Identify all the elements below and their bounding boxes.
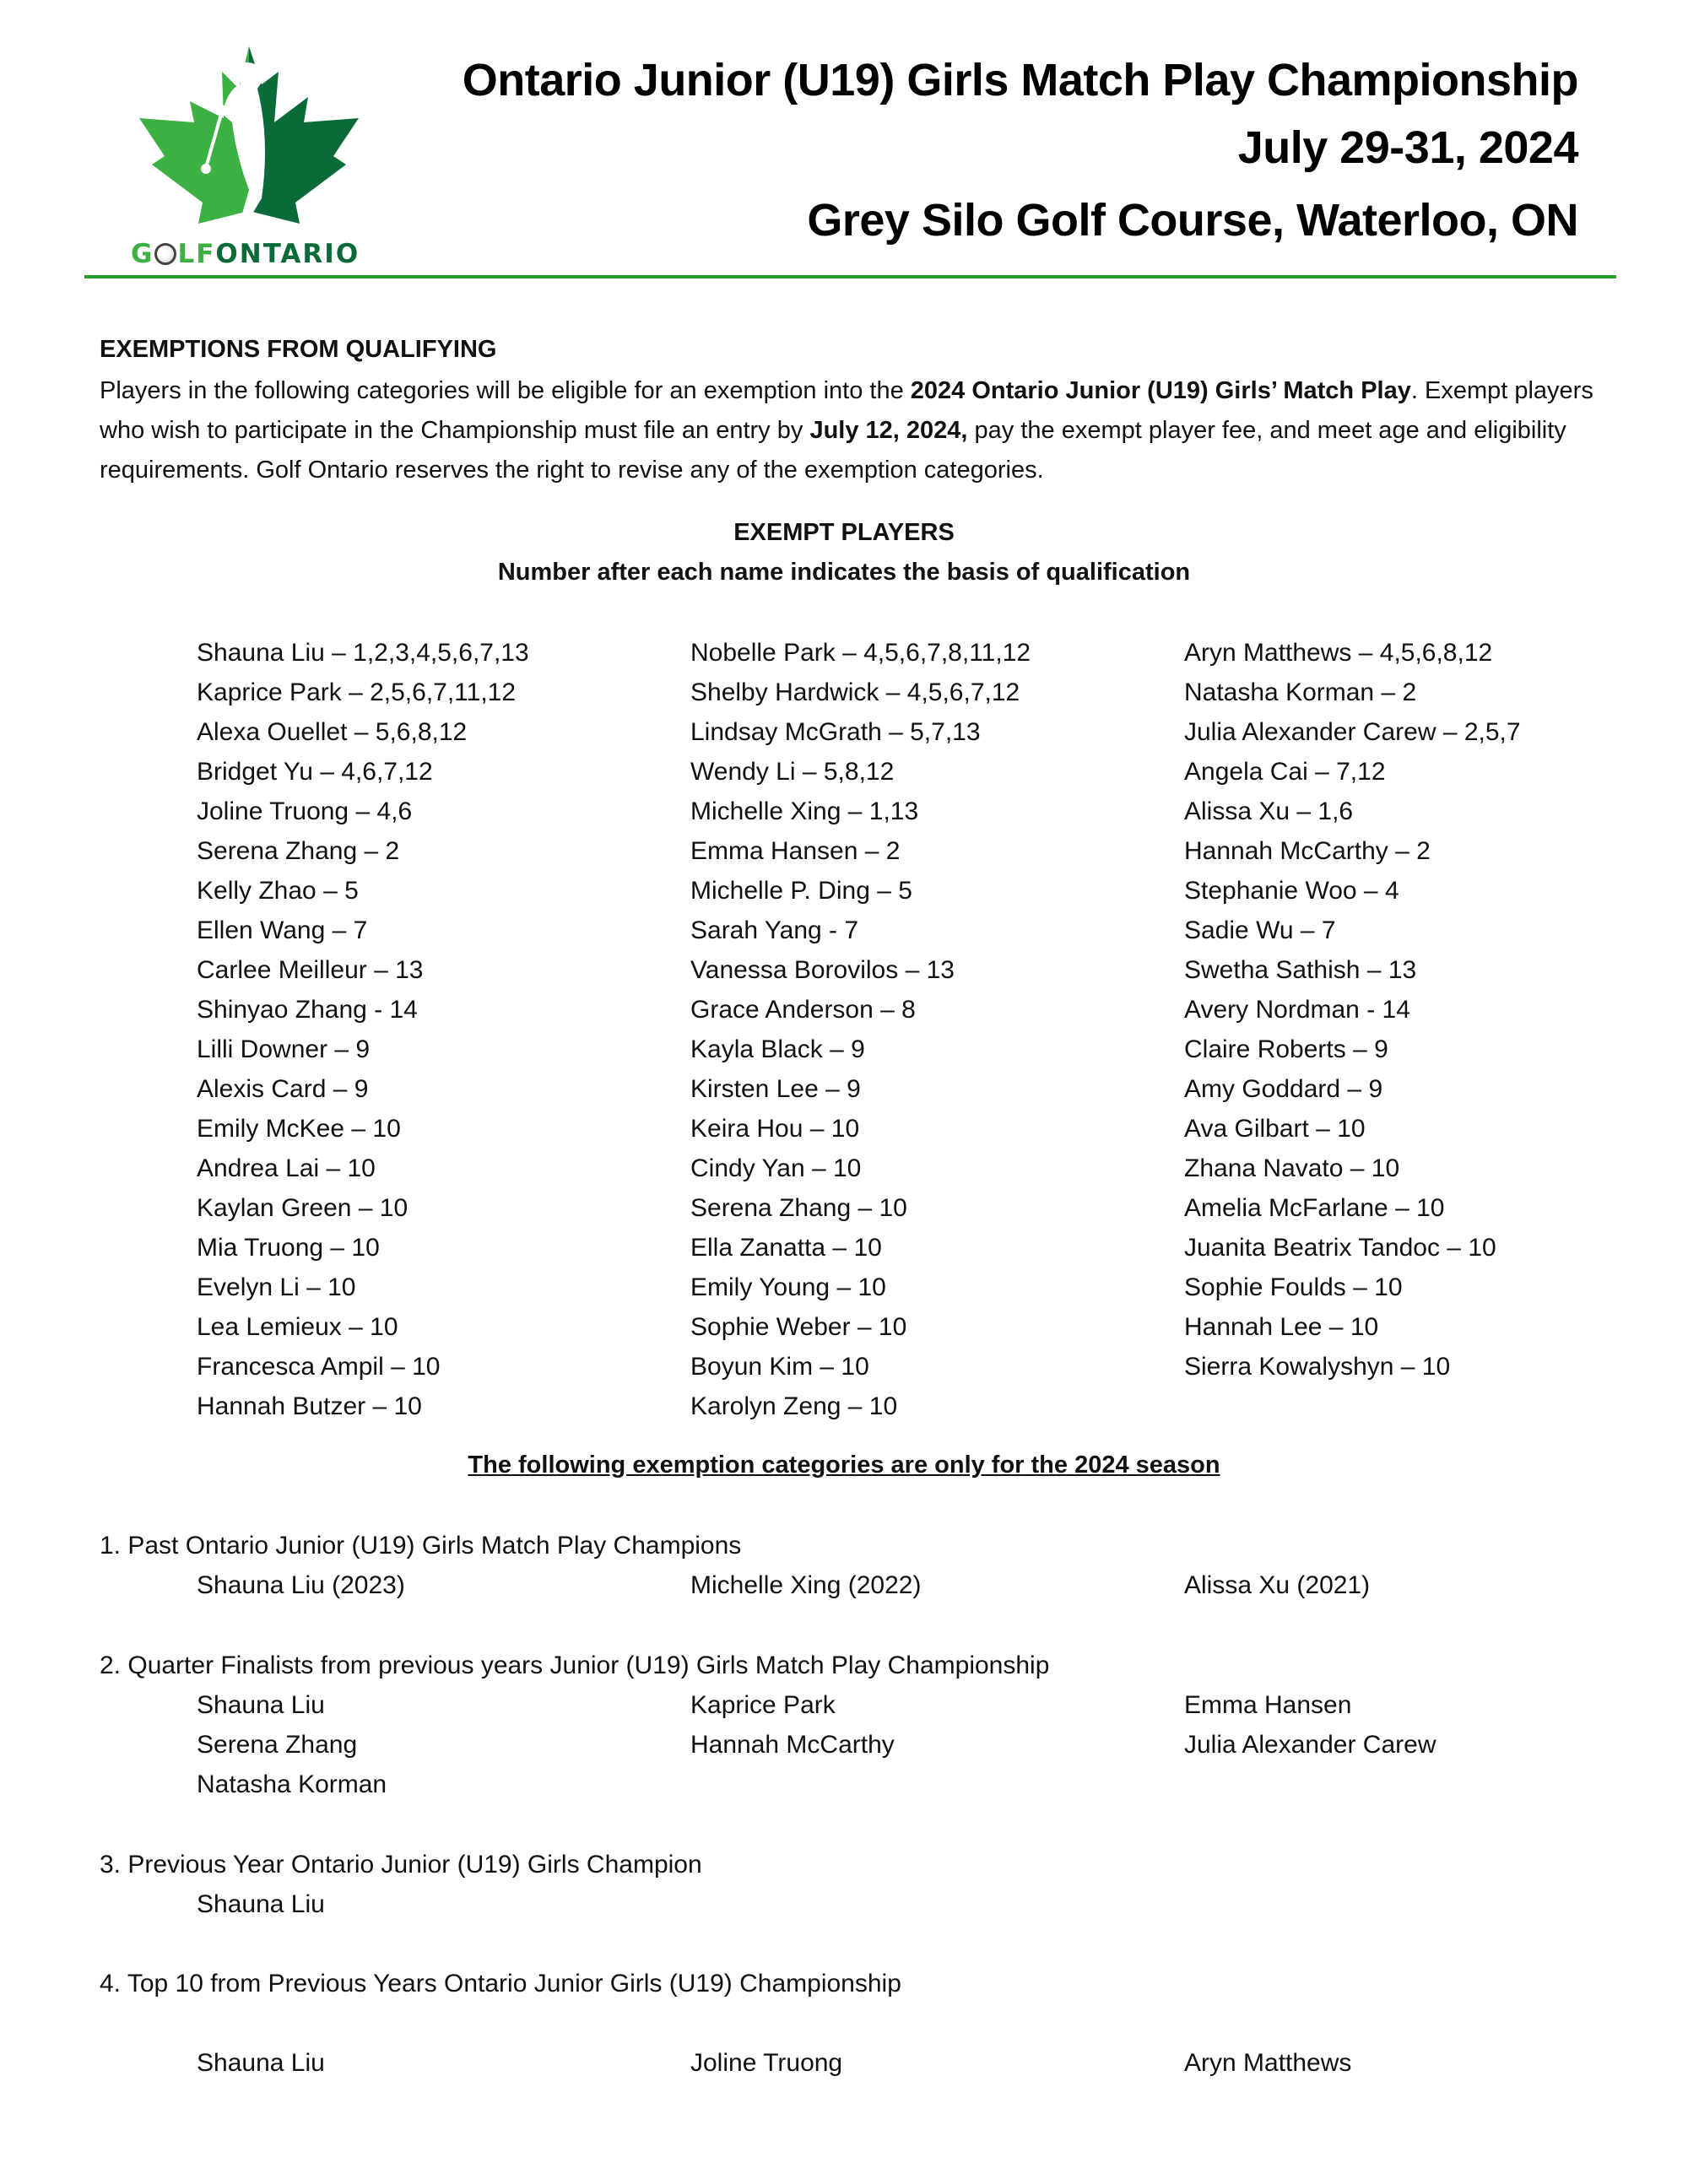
document-header	[463, 46, 1578, 254]
exempt-column-3	[1184, 633, 1521, 1387]
list-item: Sarah Yang - 7	[690, 916, 859, 944]
list-item: Mia Truong – 10	[197, 1234, 380, 1262]
list-item: Lindsay McGrath – 5,7,13	[690, 718, 981, 746]
list-item: Emily Young – 10	[690, 1273, 886, 1301]
list-item: Carlee Meilleur – 13	[197, 956, 424, 984]
exempt-column-1	[197, 633, 529, 1426]
list-item: Kayla Black – 9	[690, 1035, 865, 1063]
exempt-players-heading: EXEMPT PLAYERS	[733, 519, 955, 546]
category-2-name: Serena Zhang	[197, 1731, 358, 1759]
exempt-players-heading-block	[0, 513, 1688, 592]
list-item: Swetha Sathish – 13	[1184, 956, 1417, 984]
list-item: Michelle P. Ding – 5	[690, 877, 912, 905]
list-item: Kaylan Green – 10	[197, 1194, 408, 1222]
category-3-title: 3. Previous Year Ontario Junior (U19) Girls Champion	[100, 1851, 702, 1879]
list-item: Cindy Yan – 10	[690, 1154, 862, 1182]
list-item: Julia Alexander Carew – 2,5,7	[1184, 718, 1521, 746]
list-item: Hannah McCarthy – 2	[1184, 837, 1431, 865]
exempt-column-2	[690, 633, 1031, 1426]
list-item: Shauna Liu – 1,2,3,4,5,6,7,13	[197, 639, 529, 667]
list-item: Kaprice Park – 2,5,6,7,11,12	[197, 678, 517, 706]
category-1-name: Michelle Xing (2022)	[690, 1571, 922, 1599]
category-4-name: Shauna Liu	[197, 2049, 325, 2077]
list-item: Keira Hou – 10	[690, 1115, 860, 1143]
list-item: Francesca Ampil – 10	[197, 1353, 441, 1381]
season-categories-heading: The following exemption categories are only for the 2024 season	[468, 1451, 1220, 1479]
list-item: Emily McKee – 10	[197, 1115, 401, 1143]
list-item: Hannah Butzer – 10	[197, 1392, 422, 1420]
list-item: Bridget Yu – 4,6,7,12	[197, 758, 433, 786]
list-item: Alissa Xu – 1,6	[1184, 797, 1354, 825]
list-item: Nobelle Park – 4,5,6,7,8,11,12	[690, 639, 1031, 667]
list-item: Zhana Navato – 10	[1184, 1154, 1400, 1182]
category-2-name: Emma Hansen	[1184, 1691, 1352, 1719]
golf-ontario-wordmark: G LFONTARIO	[131, 239, 360, 269]
list-item: Sophie Weber – 10	[690, 1313, 907, 1341]
list-item: Grace Anderson – 8	[690, 996, 916, 1024]
list-item: Andrea Lai – 10	[197, 1154, 376, 1182]
category-2-name: Natasha Korman	[197, 1770, 387, 1798]
list-item: Karolyn Zeng – 10	[690, 1392, 898, 1420]
golf-ball-icon	[154, 243, 176, 265]
category-4-name: Joline Truong	[690, 2049, 843, 2077]
category-1-name: Alissa Xu (2021)	[1184, 1571, 1371, 1599]
category-2-name: Kaprice Park	[690, 1691, 836, 1719]
category-4-title: 4. Top 10 from Previous Years Ontario Junior Girls (U19) Championship	[100, 1970, 901, 1997]
list-item: Sierra Kowalyshyn – 10	[1184, 1353, 1451, 1381]
list-item: Stephanie Woo – 4	[1184, 877, 1399, 905]
list-item: Amy Goddard – 9	[1184, 1075, 1383, 1103]
category-2-name: Hannah McCarthy	[690, 1731, 895, 1759]
golf-ontario-logo	[122, 38, 376, 278]
category-4-name: Aryn Matthews	[1184, 2049, 1352, 2077]
championship-venue: Grey Silo Golf Course, Waterloo, ON	[807, 195, 1578, 246]
list-item: Michelle Xing – 1,13	[690, 797, 919, 825]
exempt-players-subheading: Number after each name indicates the basis of qualification	[497, 559, 1191, 586]
list-item: Lea Lemieux – 10	[197, 1313, 398, 1341]
list-item: Ellen Wang – 7	[197, 916, 368, 944]
list-item: Serena Zhang – 2	[197, 837, 400, 865]
list-item: Angela Cai – 7,12	[1184, 758, 1386, 786]
list-item: Emma Hansen – 2	[690, 837, 901, 865]
list-item: Hannah Lee – 10	[1184, 1313, 1379, 1341]
list-item: Kirsten Lee – 9	[690, 1075, 861, 1103]
category-2-title: 2. Quarter Finalists from previous years Junior (U19) Girls Match Play Championship	[100, 1652, 1050, 1679]
list-item: Alexa Ouellet – 5,6,8,12	[197, 718, 468, 746]
championship-title: Ontario Junior (U19) Girls Match Play Championship	[462, 55, 1578, 105]
exemptions-heading: EXEMPTIONS FROM QUALIFYING	[100, 336, 497, 363]
list-item: Alexis Card – 9	[197, 1075, 369, 1103]
list-item: Ava Gilbart – 10	[1184, 1115, 1366, 1143]
list-item: Sophie Foulds – 10	[1184, 1273, 1403, 1301]
category-1-name: Shauna Liu (2023)	[197, 1571, 405, 1599]
list-item: Evelyn Li – 10	[197, 1273, 356, 1301]
header-divider	[84, 275, 1616, 278]
list-item: Lilli Downer – 9	[197, 1035, 371, 1063]
list-item: Ella Zanatta – 10	[690, 1234, 882, 1262]
list-item: Joline Truong – 4,6	[197, 797, 413, 825]
list-item: Vanessa Borovilos – 13	[690, 956, 955, 984]
maple-leaf-golfer-icon	[122, 38, 376, 236]
list-item: Shelby Hardwick – 4,5,6,7,12	[690, 678, 1020, 706]
list-item: Wendy Li – 5,8,12	[690, 758, 895, 786]
list-item: Natasha Korman – 2	[1184, 678, 1417, 706]
exemptions-intro-paragraph: Players in the following categories will be eligible for an exemption into the 2024 Ontario Junior (U19) Girls’ Match Play. Exempt players who wish to participate in the Championship must file an entry by July 12, 2024, pay the exempt player fee, and meet age and eligibility requirements. Golf Ontario reserves the right to revise any of the exemption categories.	[100, 377, 1593, 484]
list-item: Sadie Wu – 7	[1184, 916, 1336, 944]
list-item: Aryn Matthews – 4,5,6,8,12	[1184, 639, 1493, 667]
list-item: Avery Nordman - 14	[1184, 996, 1410, 1024]
list-item: Shinyao Zhang - 14	[197, 996, 418, 1024]
category-1-title: 1. Past Ontario Junior (U19) Girls Match Play Champions	[100, 1532, 742, 1560]
list-item: Serena Zhang – 10	[690, 1194, 907, 1222]
category-2-name: Shauna Liu	[197, 1691, 325, 1719]
list-item: Amelia McFarlane – 10	[1184, 1194, 1445, 1222]
list-item: Kelly Zhao – 5	[197, 877, 359, 905]
championship-dates: July 29-31, 2024	[1237, 122, 1578, 173]
list-item: Claire Roberts – 9	[1184, 1035, 1388, 1063]
list-item: Juanita Beatrix Tandoc – 10	[1184, 1234, 1496, 1262]
list-item: Boyun Kim – 10	[690, 1353, 869, 1381]
category-3-name: Shauna Liu	[197, 1890, 325, 1918]
category-2-name: Julia Alexander Carew	[1184, 1731, 1436, 1759]
